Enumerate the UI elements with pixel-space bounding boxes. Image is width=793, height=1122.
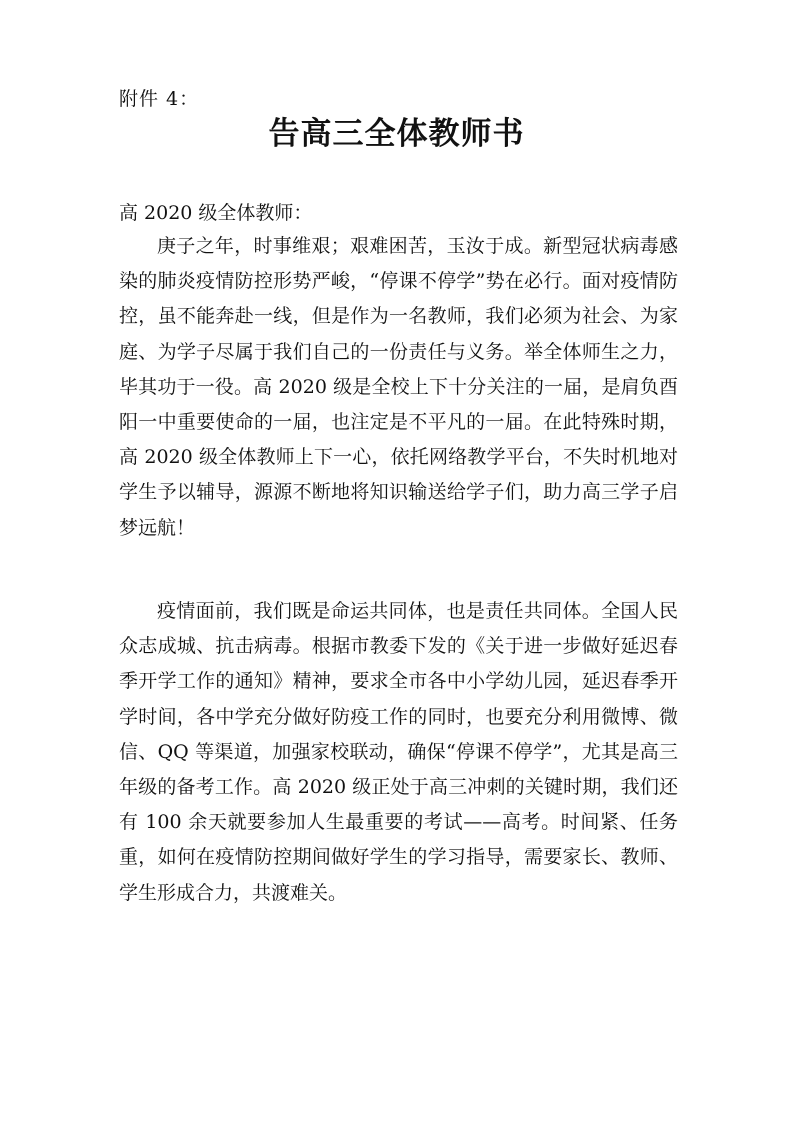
body-paragraph-1: 庚子之年，时事维艰；艰难困苦，玉汝于成。新型冠状病毒感染的肺炎疫情防控形势严峻，“停课不停学”势在必行。面对疫情防控，虽不能奔赴一线，但是作为一名教师，我们必须为社会、为家庭、为学子尽属于我们自己的一份责任与义务。举全体师生之力，毕其功于一役。高 2020 级是全校上下十分关注的一届，是肩负酉阳一中重要使命的一届，也注定是不平凡的一届。在此特殊时期，高 2020 级全体教师上下一心，依托网络教学平台，不失时机地对学生予以辅导，源源不断地将知识输送给学子们，助力高三学子启梦远航！ <box>119 235 678 539</box>
body-paragraph-2: 疫情面前，我们既是命运共同体，也是责任共同体。全国人民众志成城、抗击病毒。根据市教委下发的《关于进一步做好延迟春季开学工作的通知》精神，要求全市各中小学幼儿园，延迟春季开学时间，各中学充分做好防疫工作的同时，也要充分利用微博、微信、QQ 等渠道，加强家校联动，确保“停课不停学”，尤其是高三年级的备考工作。高 2020 级正处于高三冲刺的关键时期，我们还有 100 余天就要参加人生最重要的考试——高考。时间紧、任务重，如何在疫情防控期间做好学生的学习指导，需要家长、教师、学生形成合力，共渡难关。 <box>119 600 678 904</box>
document-title: 告高三全体教师书 <box>268 116 525 152</box>
attachment-label: 附件 4： <box>119 88 200 110</box>
salutation: 高 2020 级全体教师： <box>119 202 313 224</box>
